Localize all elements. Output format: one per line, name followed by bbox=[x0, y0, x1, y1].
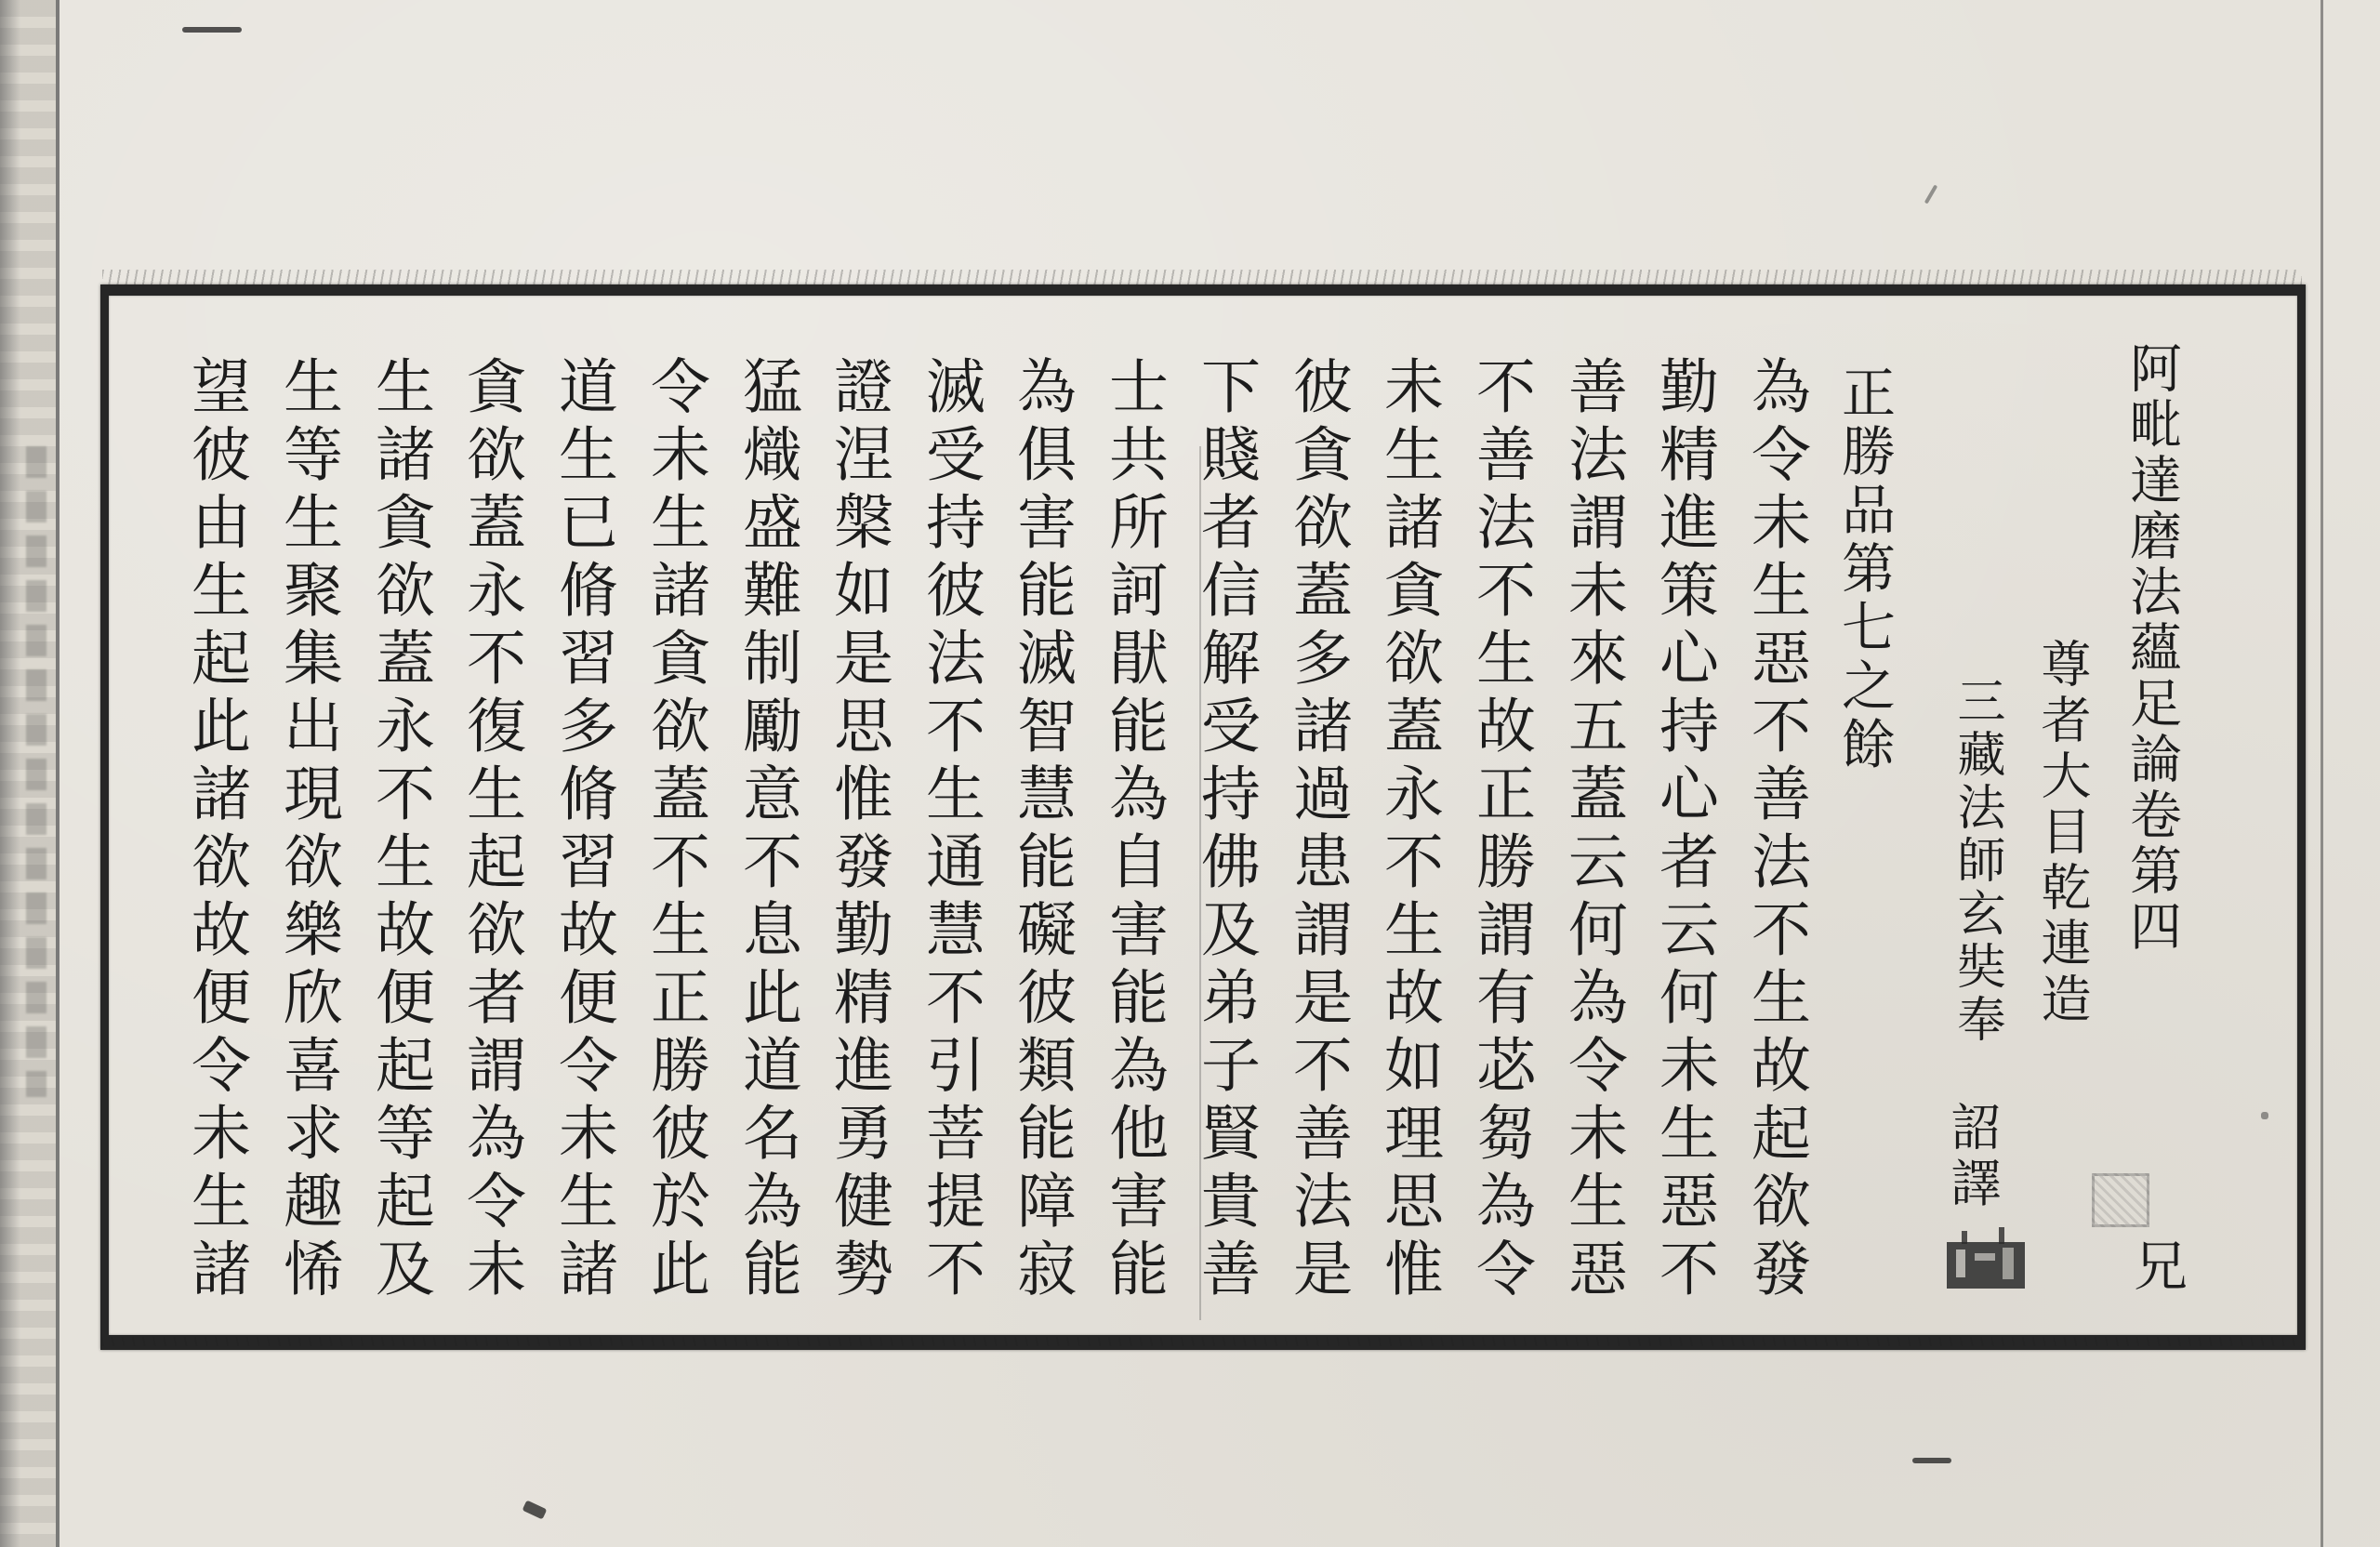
dark-seal-stamp bbox=[1943, 1225, 2029, 1292]
translator-suffix: 詔譯 bbox=[1943, 1101, 2002, 1212]
body-line: 為俱害能滅智慧能礙彼類能障寂 bbox=[1007, 355, 1076, 1305]
ink-speck bbox=[182, 27, 242, 33]
body-line: 道生已脩習多脩習故便令未生諸 bbox=[549, 355, 617, 1305]
page-edge-left-line bbox=[56, 0, 60, 1547]
body-line: 勤精進策心持心者云何未生惡不 bbox=[1649, 355, 1718, 1305]
body-line: 令未生諸貪欲蓋不生正勝彼於此 bbox=[641, 355, 709, 1305]
body-line: 不善法不生故正勝謂有苾芻為令 bbox=[1466, 355, 1535, 1305]
frame-bottom-ink-texture bbox=[102, 1337, 2302, 1346]
ink-speck bbox=[2261, 1112, 2268, 1119]
body-line: 生諸貪欲蓋永不生故便起等起及 bbox=[365, 355, 434, 1305]
body-line: 彼貪欲蓋多諸過患謂是不善法是 bbox=[1283, 355, 1352, 1305]
page-edge-right-line bbox=[2320, 0, 2323, 1547]
body-line: 生等生聚集出現欲樂欣喜求趣悕 bbox=[273, 355, 342, 1305]
body-line: 為令未生惡不善法不生故起欲發 bbox=[1741, 355, 1810, 1305]
chapter-heading: 正勝品第七之餘 bbox=[1832, 364, 1896, 774]
translator-column: 三藏法師玄奘奉 bbox=[1949, 676, 2004, 1047]
body-line: 善法謂未來五蓋云何為令未生惡 bbox=[1558, 355, 1627, 1305]
ink-speck bbox=[522, 1500, 548, 1519]
ink-speck bbox=[1912, 1458, 1951, 1463]
faint-seal-stamp bbox=[2092, 1173, 2149, 1227]
body-line: 證涅槃如是思惟發勤精進勇健勢 bbox=[824, 355, 892, 1305]
body-line: 滅受持彼法不生通慧不引菩提不 bbox=[916, 355, 985, 1305]
binding-strip bbox=[0, 0, 56, 1547]
title-column: 阿毗達磨法蘊足論卷第四 bbox=[2122, 341, 2182, 955]
author-column: 尊者大目乾連造 bbox=[2033, 638, 2092, 1028]
binding-ghost-marks bbox=[26, 446, 46, 1097]
body-line: 望彼由生起此諸欲故便令未生諸 bbox=[181, 355, 250, 1305]
ink-speck bbox=[1924, 184, 1937, 204]
body-line: 下賤者信解受持佛及弟子賢貴善 bbox=[1191, 355, 1260, 1305]
body-line: 未生諸貪欲蓋永不生故如理思惟 bbox=[1374, 355, 1443, 1305]
body-line: 猛熾盛難制勵意不息此道名為能 bbox=[733, 355, 801, 1305]
body-line: 士共所訶猒能為自害能為他害能 bbox=[1099, 355, 1168, 1305]
series-mark: 兄 bbox=[2124, 1237, 2188, 1291]
body-line: 貪欲蓋永不復生起欲者謂為令未 bbox=[456, 355, 525, 1305]
